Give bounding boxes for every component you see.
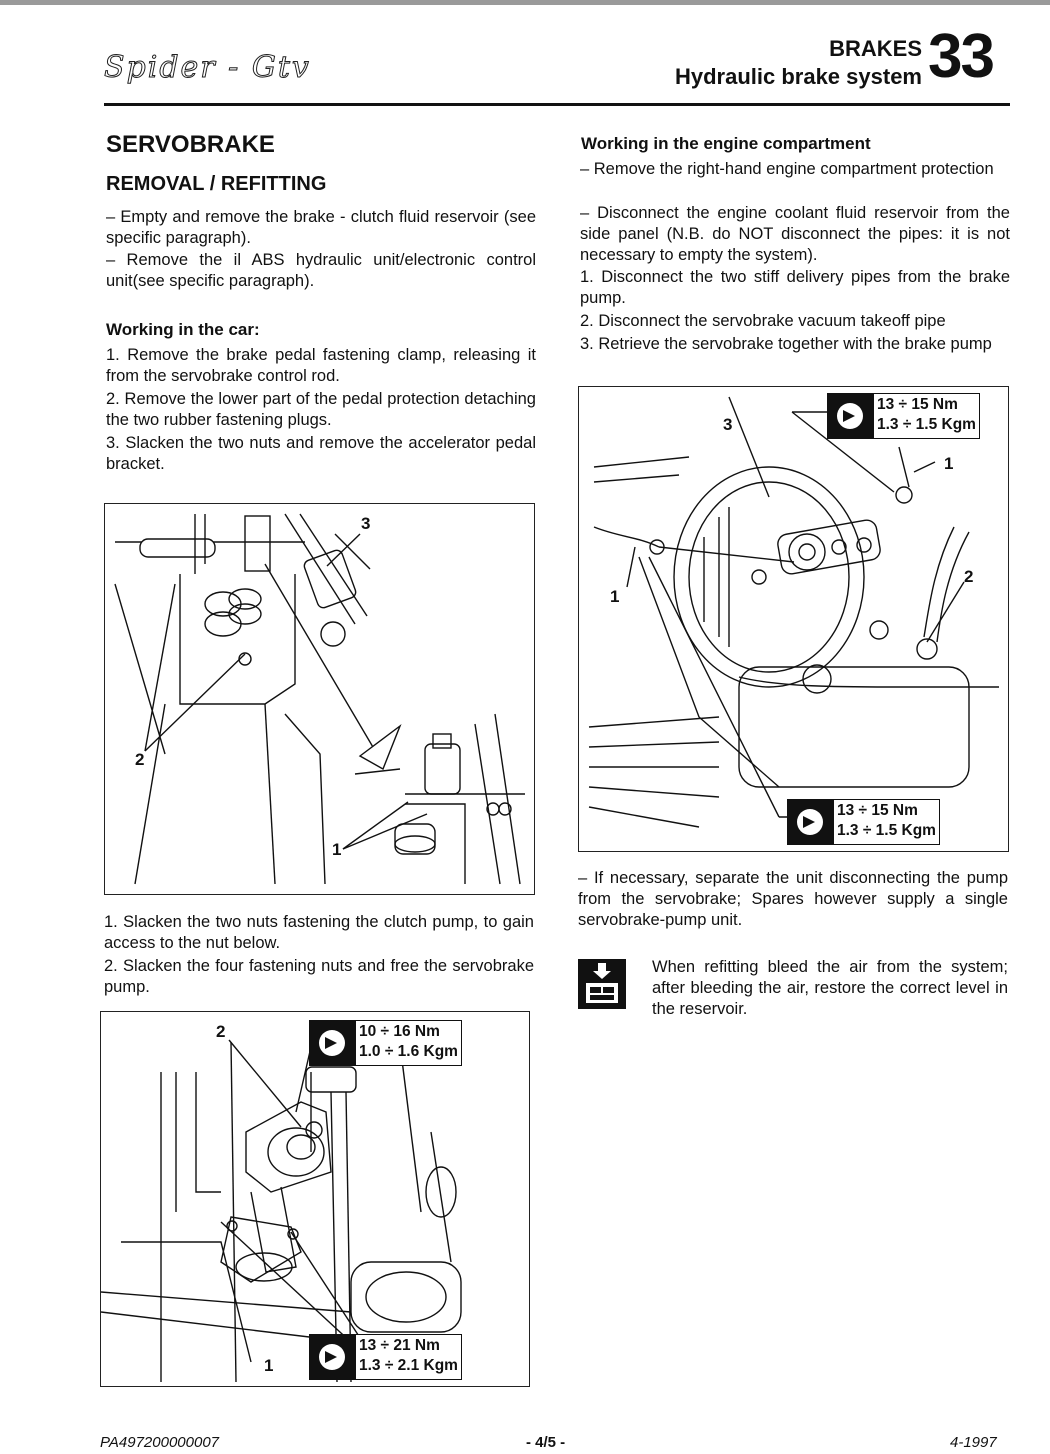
- footer-code: PA497200000007: [100, 1434, 220, 1451]
- fig2-callout-3: 3: [723, 415, 733, 434]
- footer-date: 4-1997: [950, 1434, 997, 1451]
- fig2-callout-1-left: 1: [610, 587, 620, 606]
- engine-step-2: 2. Disconnect the servobrake vacuum takeoff pipe: [580, 312, 946, 330]
- torque-value-nm: 13 ÷ 15 Nm: [837, 802, 918, 819]
- torque-wrench-icon: [787, 799, 833, 845]
- engine-para-coolant: – Disconnect the engine coolant fluid reservoir from the side panel (N.B. do NOT disconnect the pipes: it is not necessary to empty the system).: [580, 204, 1010, 264]
- top-border: [0, 0, 1050, 5]
- fig2-callout-2: 2: [964, 567, 974, 586]
- fig2-torque-bottom: [787, 799, 940, 845]
- logo-text: Spider - Gtv: [104, 50, 311, 85]
- torque-value-kgm: 1.3 ÷ 1.5 Kgm: [877, 416, 976, 433]
- fig3-callout-2: 2: [216, 1022, 226, 1041]
- pump-step-2: 2. Slacken the four fastening nuts and free the servobrake pump.: [104, 957, 534, 996]
- paragraph-abs: – Remove the il ABS hydraulic unit/electronic control unit(see specific paragraph).: [106, 251, 536, 290]
- header-rule: [104, 103, 1010, 106]
- torque-value-kgm: 1.3 ÷ 1.5 Kgm: [837, 822, 936, 839]
- torque-value-kgm: 1.0 ÷ 1.6 Kgm: [359, 1043, 458, 1060]
- fig2-torque-top: [827, 393, 980, 439]
- refitting-note: When refitting bleed the air from the system; after bleeding the air, restore the correct level in the reservoir.: [652, 958, 1008, 1018]
- fig1-callout-3: 3: [361, 514, 371, 533]
- section-subtitle: Hydraulic brake system: [674, 64, 922, 89]
- torque-wrench-icon: [309, 1020, 355, 1066]
- footer-page: - 4/5 -: [526, 1434, 566, 1451]
- torque-value-nm: 13 ÷ 15 Nm: [877, 396, 958, 413]
- figure-pedal-assembly: [104, 503, 535, 895]
- paragraph-reservoir: – Empty and remove the brake - clutch fluid reservoir (see specific paragraph).: [106, 208, 536, 247]
- car-step-2: 2. Remove the lower part of the pedal protection detaching the two rubber fastening plugs.: [106, 390, 536, 429]
- car-step-1: 1. Remove the brake pedal fastening clamp, releasing it from the servobrake control rod.: [106, 346, 536, 385]
- torque-value-nm: 13 ÷ 21 Nm: [359, 1337, 440, 1354]
- fig3-torque-bottom: [309, 1334, 462, 1380]
- fig1-callout-2: 2: [135, 750, 145, 769]
- section-title: BRAKES: [829, 36, 922, 61]
- engine-step-1: 1. Disconnect the two stiff delivery pipes from the brake pump.: [580, 268, 1010, 307]
- bleed-system-icon: [578, 959, 626, 1009]
- fig1-callout-1: 1: [332, 840, 342, 859]
- section-number: 33: [928, 22, 993, 91]
- fig3-torque-top: [309, 1020, 462, 1066]
- pump-step-1: 1. Slacken the two nuts fastening the clutch pump, to gain access to the nut below.: [104, 913, 534, 952]
- separate-paragraph: – If necessary, separate the unit disconnecting the pump from the servobrake; Spares however supply a single servobrake-pump unit.: [578, 869, 1008, 929]
- engine-step-3: 3. Retrieve the servobrake together with the brake pump: [580, 335, 992, 353]
- fig3-callout-1: 1: [264, 1356, 274, 1375]
- torque-wrench-icon: [309, 1334, 355, 1380]
- car-heading: Working in the car:: [106, 320, 260, 339]
- figure-servobrake-pump: [100, 1011, 530, 1387]
- engine-heading: Working in the engine compartment: [581, 134, 871, 153]
- engine-para-protection: – Remove the right-hand engine compartment protection: [580, 160, 994, 178]
- torque-value-nm: 10 ÷ 16 Nm: [359, 1023, 440, 1040]
- car-step-3: 3. Slacken the two nuts and remove the accelerator pedal bracket.: [106, 434, 536, 473]
- page-title: SERVOBRAKE: [106, 131, 275, 158]
- logo: [104, 50, 344, 94]
- fig2-callout-1-top: 1: [944, 454, 954, 473]
- torque-value-kgm: 1.3 ÷ 2.1 Kgm: [359, 1357, 458, 1374]
- figure-servobrake-engine: [578, 386, 1009, 852]
- page-subtitle: REMOVAL / REFITTING: [106, 173, 327, 195]
- torque-wrench-icon: [827, 393, 873, 439]
